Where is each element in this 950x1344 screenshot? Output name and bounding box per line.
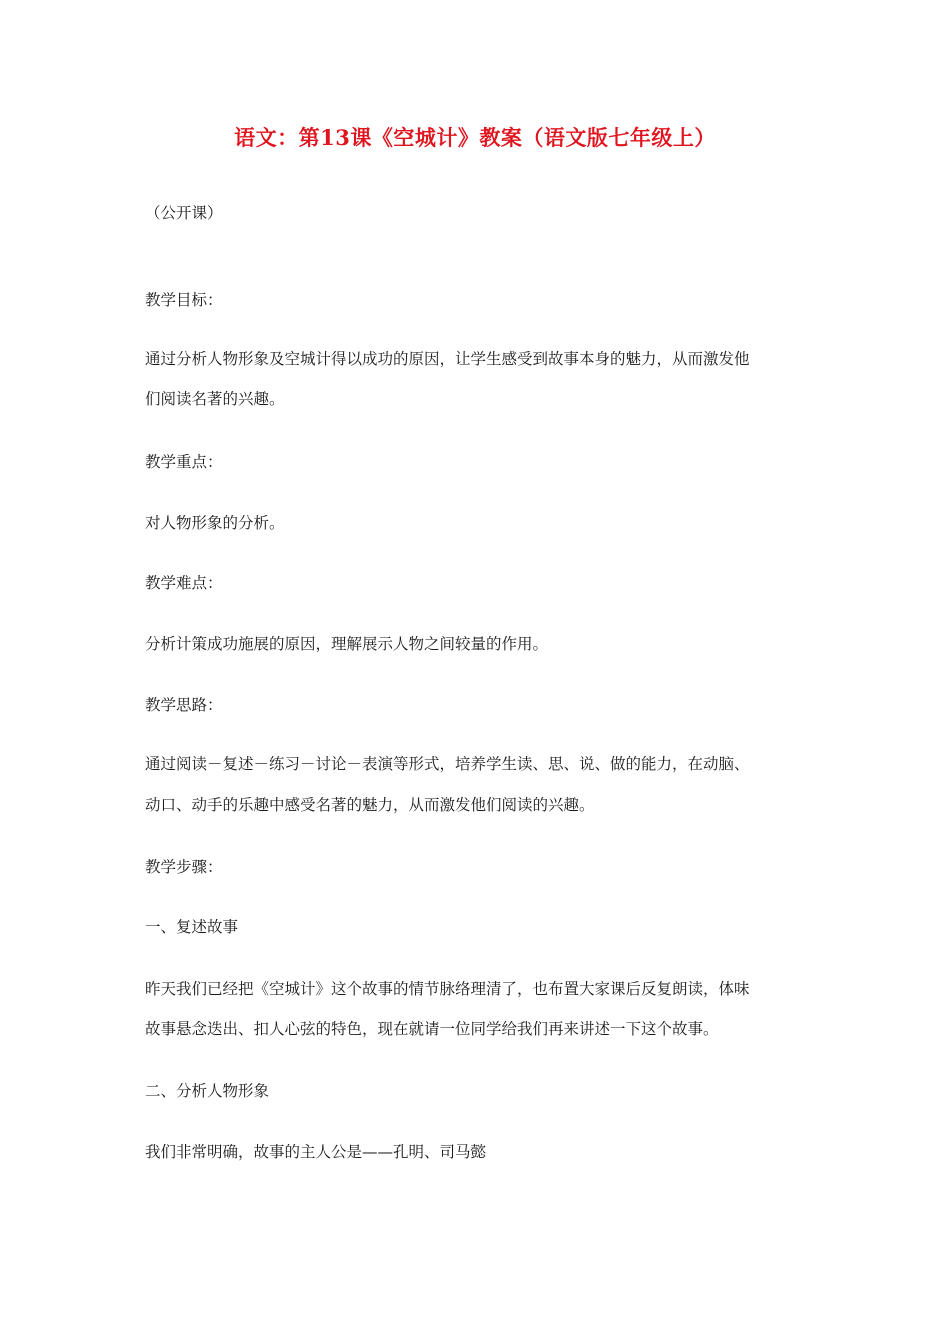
goals-line-1: 通过分析人物形象及空城计得以成功的原因，让学生感受到故事本身的魅力，从而激发他 [145, 350, 750, 368]
heading-key-points: 教学重点： [145, 453, 223, 471]
key-points-text: 对人物形象的分析。 [145, 514, 285, 532]
step-2-line-1: 我们非常明确，故事的主人公是——孔明、司马懿 [145, 1143, 487, 1161]
goals-line-2: 们阅读名著的兴趣。 [145, 390, 285, 408]
step-1-line-2: 故事悬念迭出、扣人心弦的特色，现在就请一位同学给我们再来讲述一下这个故事。 [145, 1020, 719, 1038]
heading-teaching-goals: 教学目标： [145, 291, 223, 309]
step-2-heading: 二、分析人物形象 [145, 1082, 270, 1100]
step-1-heading: 一、复述故事 [145, 918, 239, 936]
note-public-lesson: （公开课） [145, 204, 223, 222]
approach-line-1: 通过阅读－复述－练习－讨论－表演等形式，培养学生读、思、说、做的能力，在动脑、 [145, 755, 750, 773]
approach-line-2: 动口、动手的乐趣中感受名著的魅力，从而激发他们阅读的兴趣。 [145, 796, 595, 814]
document-title: 语文：第13课《空城计》教案（语文版七年级上） [234, 125, 716, 150]
heading-teaching-approach: 教学思路： [145, 696, 223, 714]
heading-difficulties: 教学难点： [145, 574, 223, 592]
difficulties-text: 分析计策成功施展的原因，理解展示人物之间较量的作用。 [145, 635, 549, 653]
heading-teaching-steps: 教学步骤： [145, 858, 223, 876]
step-1-line-1: 昨天我们已经把《空城计》这个故事的情节脉络理清了，也布置大家课后反复朗读，体味 [145, 980, 750, 998]
